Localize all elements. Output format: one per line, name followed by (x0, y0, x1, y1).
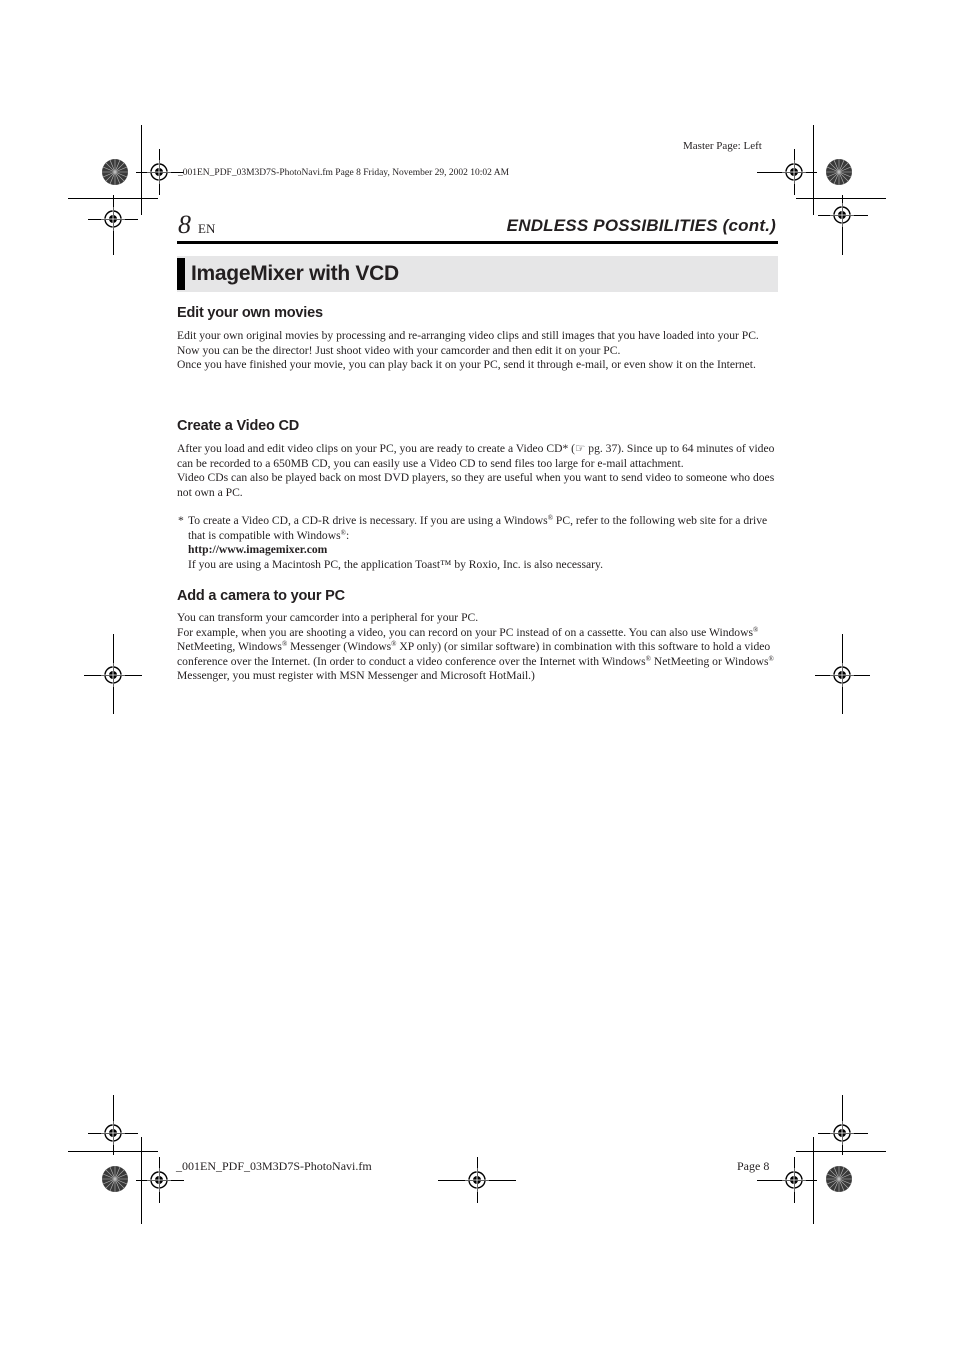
mac-note: If you are using a Macintosh PC, the application Toast™ by Roxio, Inc. is also necessary. (188, 557, 603, 571)
footer-page-number: Page 8 (737, 1159, 770, 1173)
starburst-rosette-icon (101, 158, 129, 186)
camera-pc-text-a: For example, when you are shooting a video, you can record on your PC instead of on a cassette. You can also use Windows (177, 625, 753, 639)
header-rule (177, 241, 778, 244)
camera-pc-text-c: Messenger (Windows (287, 640, 392, 653)
camera-pc-body (177, 611, 782, 684)
registered-mark: ® (340, 528, 346, 537)
camera-pc-text-f: Messenger, you must register with MSN Messenger and Microsoft HotMail.) (177, 669, 535, 682)
crop-line (813, 125, 814, 215)
video-cd-footnote (177, 514, 782, 572)
heading-video-cd: Create a Video CD (177, 418, 300, 434)
crosshair-target-icon (782, 160, 806, 184)
video-cd-para-2: Video CDs can also be played back on most DVD players, so they are useful when you want to send video to someone who does not own a PC. (177, 471, 775, 499)
camera-pc-text-d: XP only) (or similar software) in combination with this software to hold a video conference over the Internet. (In order to conduct a video conference over the Internet with Windows (177, 640, 771, 668)
starburst-rosette-icon (825, 158, 853, 186)
crosshair-target-icon (147, 160, 171, 184)
crosshair-target-icon (101, 1121, 125, 1145)
edit-movies-para-1: Edit your own original movies by processing and re-arranging video clips and still images that you have loaded into your PC. Now you can be the director! Just shoot video with your camcorder and then edit it on your PC. (177, 329, 759, 357)
video-cd-para-1: After you load and edit video clips on your PC, you are ready to create a Video CD* (☞ pg. 37). Since up to 64 minutes of video can be recorded to a 650MB CD, you can easily use a Video CD to send files too large for e-mail attachment. (177, 442, 775, 470)
crop-line (796, 198, 886, 199)
video-cd-body (177, 442, 782, 500)
page-number: 8 (178, 210, 191, 239)
registered-mark: ® (547, 514, 554, 522)
crosshair-target-icon (147, 1168, 171, 1192)
crosshair-target-icon (830, 203, 854, 227)
edit-movies-para-2: Once you have finished your movie, you can play back it on your PC, send it through e-mail, or even show it on the Internet. (177, 358, 756, 371)
heading-edit-movies: Edit your own movies (177, 305, 323, 321)
footnote-text (177, 514, 782, 543)
crop-line (141, 125, 142, 215)
registered-mark: ® (645, 654, 651, 663)
edit-movies-body (177, 329, 782, 373)
camera-pc-para-1: You can transform your camcorder into a peripheral for your PC. (177, 611, 479, 624)
registered-mark: ® (391, 640, 397, 648)
running-head: ENDLESS POSSIBILITIES (cont.) (506, 216, 776, 235)
file-info-header: _001EN_PDF_03M3D7S-PhotoNavi.fm Page 8 Friday, November 29, 2002 10:02 AM (178, 168, 510, 178)
crosshair-target-icon (830, 1121, 854, 1145)
section-title: ImageMixer with VCD (191, 262, 399, 285)
footer-file-name: _001EN_PDF_03M3D7S-PhotoNavi.fm (176, 1159, 372, 1173)
starburst-rosette-icon (101, 1165, 129, 1193)
footnote-text-c: : (345, 528, 350, 542)
starburst-rosette-icon (825, 1165, 853, 1193)
registered-mark: ® (753, 625, 759, 634)
camera-pc-text-b: NetMeeting, Windows (177, 640, 282, 653)
section-title-bar (177, 258, 185, 290)
registered-mark: ® (768, 654, 774, 663)
heading-camera-pc: Add a camera to your PC (177, 588, 345, 604)
crosshair-target-icon (101, 663, 125, 687)
camera-pc-para-2 (177, 626, 782, 684)
registered-mark: ® (281, 640, 288, 648)
camera-pc-text-e: NetMeeting or Windows (651, 654, 769, 668)
master-page-label: Master Page: Left (683, 140, 762, 152)
footnote-marker: * (178, 514, 184, 527)
crosshair-target-icon (101, 207, 125, 231)
section-title-band (177, 256, 778, 292)
imagemixer-url-link[interactable]: http://www.imagemixer.com (188, 543, 328, 556)
footnote-line (177, 514, 782, 572)
crosshair-target-icon (465, 1168, 489, 1192)
crop-line (796, 1151, 886, 1152)
page-language: EN (198, 221, 216, 236)
crosshair-target-icon (782, 1168, 806, 1192)
crosshair-target-icon (830, 663, 854, 687)
footnote-text-b: PC, refer to the following web site for a drive that is compatible with Windows (188, 514, 768, 542)
footnote-text-a: To create a Video CD, a CD-R drive is necessary. If you are using a Windows (188, 514, 548, 527)
